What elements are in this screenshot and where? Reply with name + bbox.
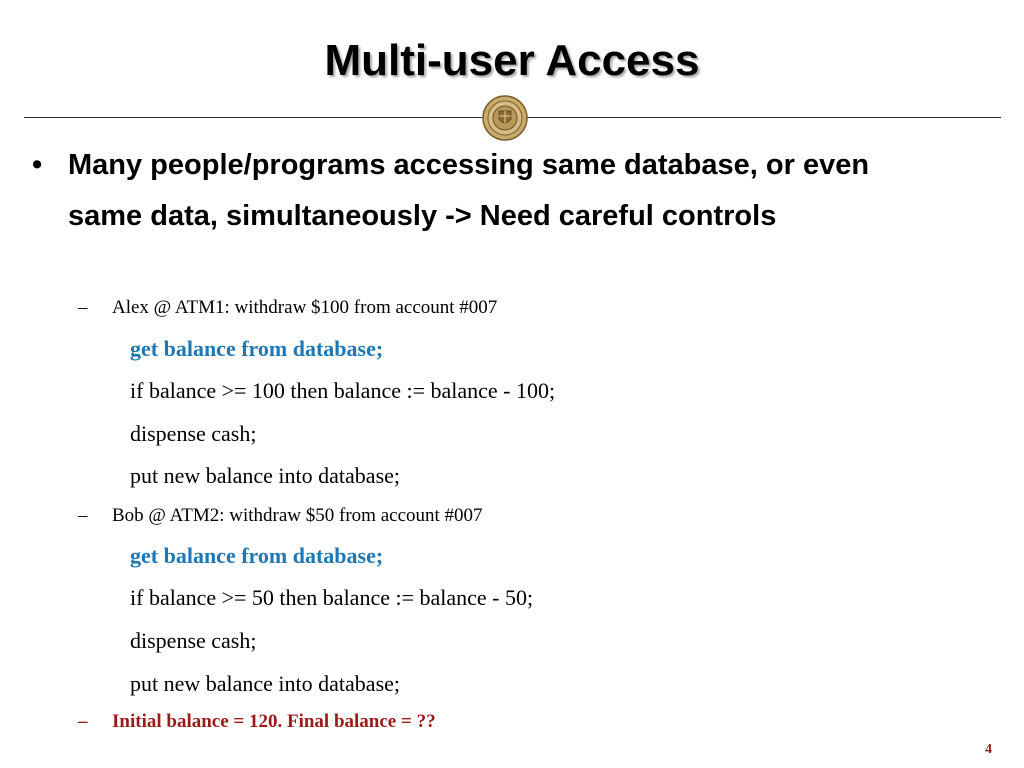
- alex-code-line: get balance from database;: [130, 336, 384, 361]
- page-number: 4: [985, 742, 992, 757]
- main-bullet: [32, 140, 982, 242]
- bob-code-line: get balance from database;: [130, 543, 384, 568]
- bob-code-line: if balance >= 50 then balance := balance - 50;: [130, 585, 534, 610]
- university-seal-icon: [482, 95, 528, 141]
- dash-marker: –: [78, 297, 88, 318]
- bob-code-line: put new balance into database;: [130, 671, 401, 696]
- alex-code-line: dispense cash;: [130, 421, 257, 446]
- alex-code-line: put new balance into database;: [130, 463, 401, 488]
- alex-heading: [78, 297, 497, 319]
- bullet-marker: •: [32, 149, 43, 181]
- slide-title: Multi-user Access: [324, 36, 700, 85]
- alex-heading-text: Alex @ ATM1: withdraw $100 from account #007: [112, 297, 498, 318]
- dash-marker: –: [78, 505, 88, 526]
- bob-code-line: dispense cash;: [130, 628, 257, 653]
- main-bullet-text: Many people/programs accessing same database, or even same data, simultaneously -> Need careful controls: [68, 149, 870, 232]
- bob-heading-text: Bob @ ATM2: withdraw $50 from account #007: [112, 505, 483, 526]
- question-line: [78, 711, 436, 733]
- question-text: Initial balance = 120. Final balance = ??: [112, 711, 436, 732]
- alex-code-line: if balance >= 100 then balance := balance - 100;: [130, 378, 556, 403]
- dash-marker: –: [78, 711, 88, 732]
- bob-heading: [78, 505, 483, 527]
